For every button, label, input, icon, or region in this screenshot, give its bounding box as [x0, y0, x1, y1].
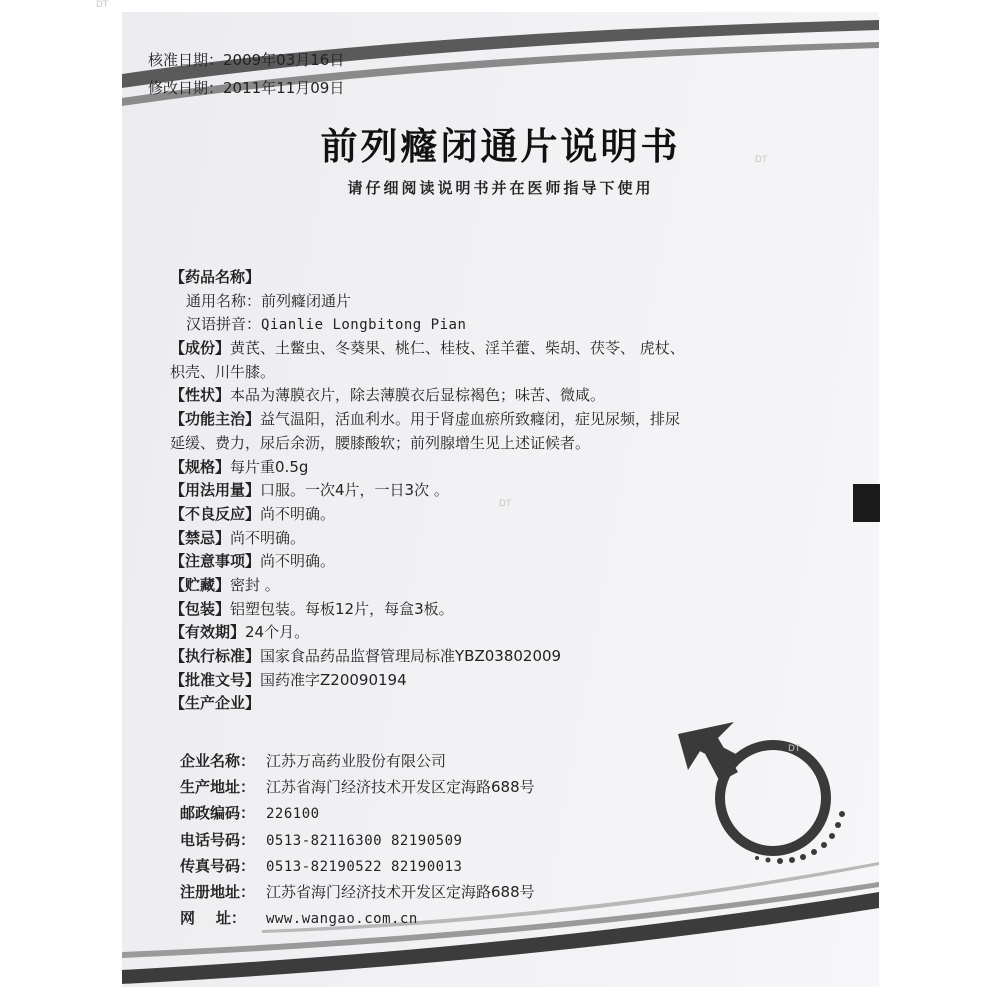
- edge-tab-marker: [853, 484, 880, 522]
- postcode-row: [180, 800, 535, 826]
- field-value: 益气温阳，活血利水。用于肾虚血瘀所致癃闭，症见尿频，排尿: [260, 410, 681, 429]
- indication-row: [170, 408, 820, 432]
- company-name-row: [180, 748, 535, 774]
- indication-row-cont: [170, 432, 820, 456]
- ingredients-row-cont: [170, 361, 820, 385]
- section-heading: 【用法用量】: [170, 481, 261, 500]
- field-value: 尚不明确。: [260, 504, 336, 523]
- ingredients-row: [170, 337, 820, 361]
- character-row: [170, 384, 820, 408]
- section-heading: 【注意事项】: [170, 552, 261, 571]
- usage-row: [170, 479, 820, 503]
- section-heading: 【功能主治】: [170, 410, 261, 429]
- section-heading: 【成份】: [170, 339, 231, 358]
- precaution-row: [170, 550, 820, 574]
- approval-number-row: [170, 669, 820, 693]
- field-value: 0513-82190522 82190013: [266, 858, 463, 875]
- fax-row: [180, 853, 535, 879]
- revision-date: 修改日期：2011年11月09日: [148, 79, 345, 97]
- male-symbol-icon: [678, 722, 845, 864]
- field-value: 密封 。: [230, 575, 280, 594]
- watermark: DT: [788, 744, 801, 754]
- field-value: 江苏省海门经济技术开发区定海路688号: [266, 882, 535, 901]
- field-label: 企业名称：: [180, 752, 256, 770]
- section-heading: 【有效期】: [170, 623, 246, 642]
- field-label: 网 址：: [180, 909, 246, 928]
- section-heading: 【药品名称】: [170, 268, 261, 286]
- field-label: 注册地址：: [180, 882, 256, 901]
- pinyin-row: [170, 313, 820, 337]
- company-info: [180, 748, 535, 931]
- field-value: 前列癃闭通片: [261, 291, 352, 310]
- storage-row: [170, 574, 820, 598]
- section-heading: 【性状】: [170, 386, 231, 405]
- document-subtitle: 请仔细阅读说明书并在医师指导下使用: [347, 179, 654, 197]
- section-heading: 【禁忌】: [170, 528, 231, 547]
- field-value: 0513-82116300 82190509: [266, 832, 463, 849]
- contraindication-row: [170, 527, 820, 551]
- validity-row: [170, 621, 820, 645]
- website-row: [180, 905, 535, 931]
- common-name-row: [170, 290, 820, 314]
- leaflet-body: [170, 266, 820, 716]
- phone-row: [180, 827, 535, 853]
- field-value: 国药准字Z20090194: [260, 670, 407, 689]
- document-title: 前列癃闭通片说明书: [320, 125, 681, 168]
- section-heading: 【规格】: [170, 457, 231, 476]
- field-label: 传真号码：: [180, 856, 256, 875]
- field-value: 尚不明确。: [260, 552, 336, 571]
- date-block: [148, 46, 344, 102]
- package-row: [170, 598, 820, 622]
- instruction-leaflet: [122, 12, 879, 987]
- field-value: 黄芪、土鳖虫、冬葵果、桃仁、桂枝、淫羊藿、柴胡、茯苓、 虎杖、: [230, 339, 685, 358]
- field-value: 国家食品药品监督管理局标准YBZ03802009: [260, 647, 562, 665]
- field-value: 226100: [266, 806, 320, 823]
- watermark: DT: [96, 0, 109, 10]
- adverse-row: [170, 503, 820, 527]
- field-label: 通用名称：: [186, 291, 262, 310]
- field-label: 电话号码：: [180, 830, 256, 849]
- section-heading: 【包装】: [170, 599, 231, 618]
- section-drug-name: [170, 266, 820, 290]
- field-label: 汉语拼音：: [186, 315, 262, 334]
- watermark: DT: [499, 499, 512, 509]
- production-address-row: [180, 774, 535, 800]
- section-heading: 【批准文号】: [170, 670, 261, 689]
- field-value: Qianlie Longbitong Pian: [261, 317, 467, 334]
- field-value: 枳壳、川牛膝。: [170, 362, 276, 381]
- section-heading: 【不良反应】: [170, 504, 261, 523]
- field-value: 江苏省海门经济技术开发区定海路688号: [266, 778, 535, 797]
- field-value: 江苏万高药业股份有限公司: [266, 752, 447, 770]
- standard-row: [170, 645, 820, 669]
- section-heading: 【生产企业】: [170, 694, 261, 713]
- field-label: 邮政编码：: [180, 804, 256, 823]
- field-label: 生产地址：: [180, 778, 256, 797]
- field-value: 尚不明确。: [230, 528, 306, 547]
- watermark: DT: [755, 155, 768, 165]
- field-value: 口服。一次4片，一日3次 。: [260, 481, 449, 500]
- approval-date: 核准日期：2009年03月16日: [148, 51, 345, 69]
- field-value: 每片重0.5g: [230, 457, 309, 476]
- spec-row: [170, 456, 820, 480]
- section-manufacturer: [170, 692, 820, 716]
- website-link[interactable]: www.wangao.com.cn: [266, 911, 418, 928]
- section-heading: 【贮藏】: [170, 575, 231, 594]
- field-value: 本品为薄膜衣片，除去薄膜衣后显棕褐色；味苦、微咸。: [230, 386, 606, 405]
- section-heading: 【执行标准】: [170, 647, 261, 665]
- field-value: 延缓、费力，尿后余沥，腰膝酸软；前列腺增生见上述证候者。: [170, 433, 591, 452]
- field-value: 铝塑包装。每板12片，每盒3板。: [230, 599, 454, 618]
- registered-address-row: [180, 879, 535, 905]
- field-value: 24个月。: [245, 623, 310, 642]
